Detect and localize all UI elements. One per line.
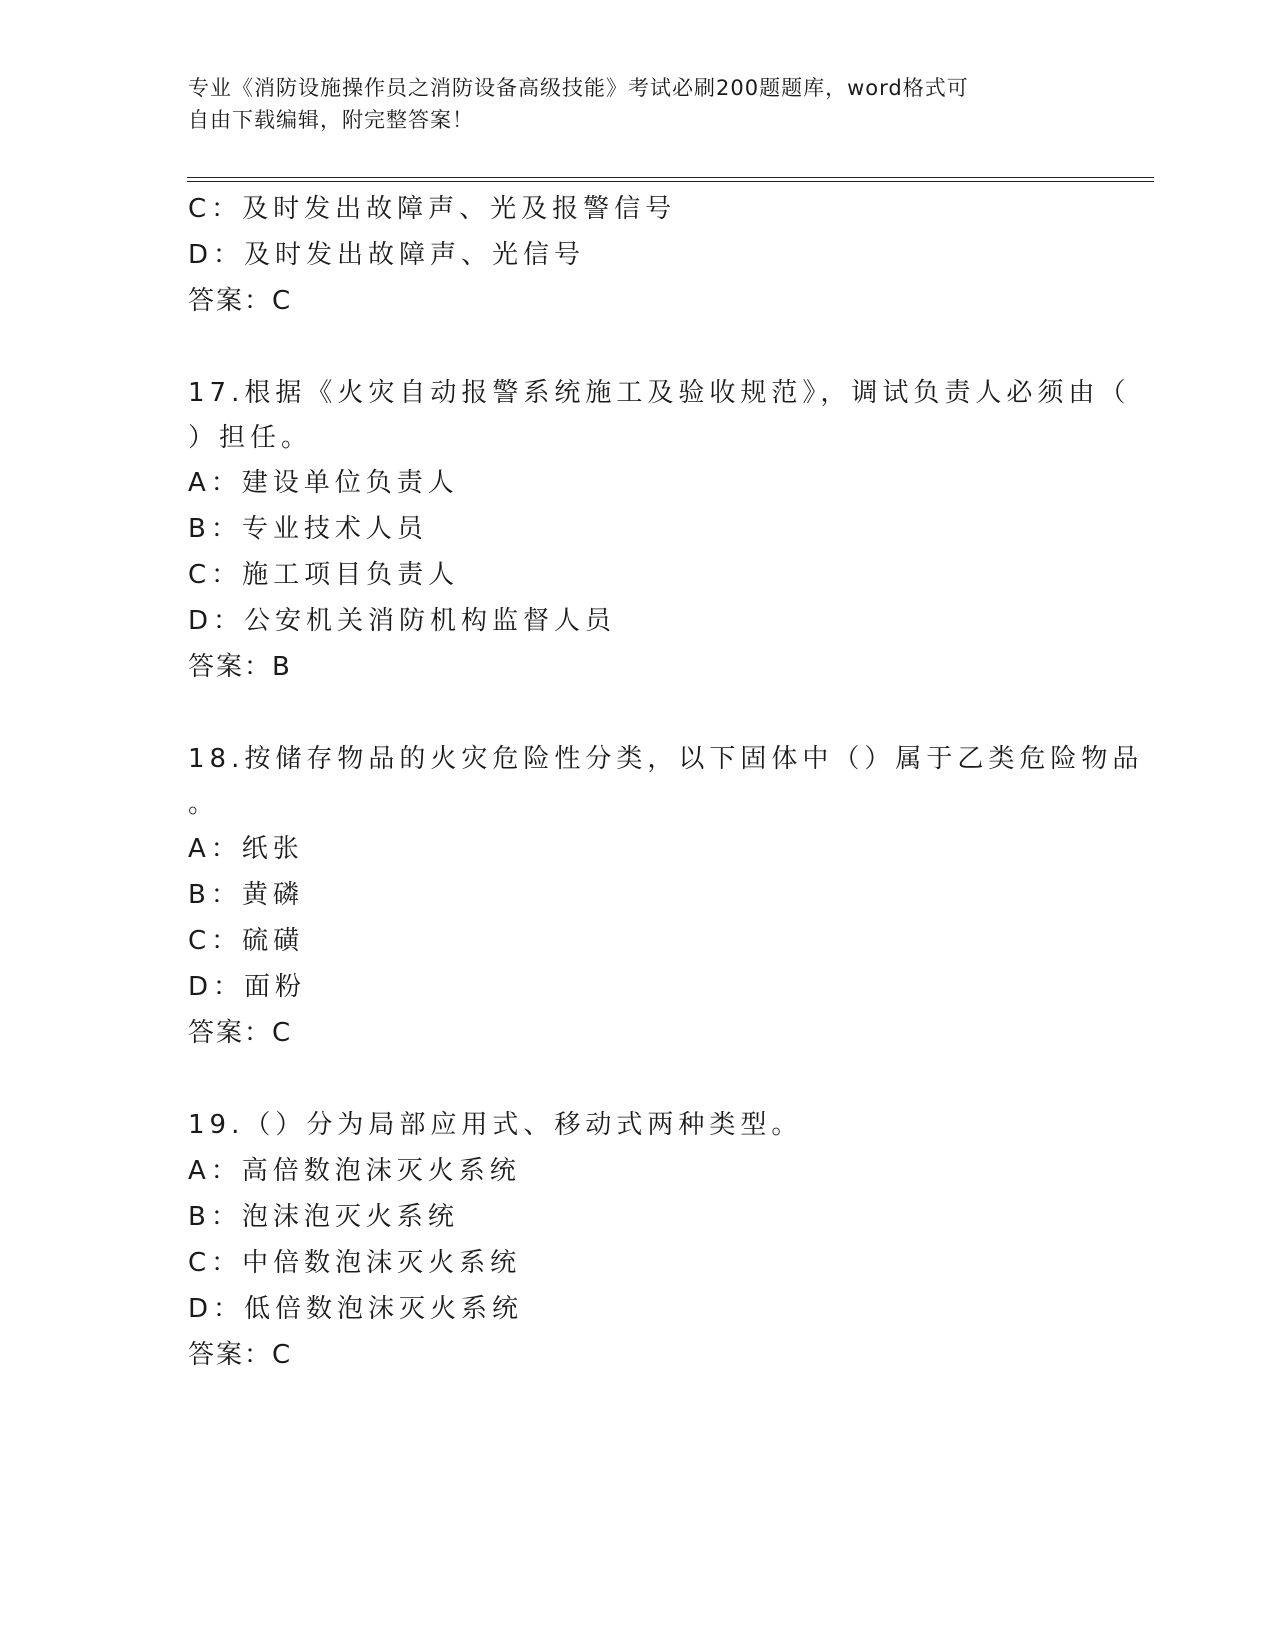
answer: 答案：C xyxy=(188,286,293,316)
option-c: C：中倍数泡沫灭火系统 xyxy=(188,1248,522,1278)
option-b: B：泡沫泡灭火系统 xyxy=(188,1202,459,1232)
option-a: A：纸张 xyxy=(188,834,304,864)
document-header xyxy=(188,72,1088,136)
option-c: C：硫磺 xyxy=(188,926,305,956)
option-c: C：施工项目负责人 xyxy=(188,560,460,590)
option-c: C：及时发出故障声、光及报警信号 xyxy=(188,194,677,224)
header-line-1: 专业《消防设施操作员之消防设备高级技能》考试必刷200题题库，word格式可 xyxy=(188,76,969,100)
question-18 xyxy=(188,736,1144,1056)
option-b: B：黄磷 xyxy=(188,880,304,910)
question-19 xyxy=(188,1102,1088,1378)
option-d: D：及时发出故障声、光信号 xyxy=(188,240,586,270)
header-line-2: 自由下载编辑，附完整答案！ xyxy=(188,108,474,132)
option-a: A：建设单位负责人 xyxy=(188,468,459,498)
answer: 答案：C xyxy=(188,1018,293,1048)
question-stem: 19.（）分为局部应用式、移动式两种类型。 xyxy=(188,1110,803,1140)
question-stem: 17.根据《火灾自动报警系统施工及验收规范》，调试负责人必须由（ xyxy=(188,378,1131,408)
question-stem-continued: 。 xyxy=(188,789,220,819)
answer: 答案：B xyxy=(188,652,292,682)
question-17 xyxy=(188,370,1131,690)
question-body xyxy=(188,186,1144,1378)
question-stem: 18.按储存物品的火灾危险性分类，以下固体中（）属于乙类危险物品 xyxy=(188,744,1144,774)
option-d: D：面粉 xyxy=(188,972,307,1002)
option-d: D：低倍数泡沫灭火系统 xyxy=(188,1294,524,1324)
option-b: B：专业技术人员 xyxy=(188,514,428,544)
answer: 答案：C xyxy=(188,1340,293,1370)
option-d: D：公安机关消防机构监督人员 xyxy=(188,606,617,636)
question-stem-continued: ）担任。 xyxy=(188,423,313,453)
header-divider xyxy=(187,177,1154,182)
option-a: A：高倍数泡沫灭火系统 xyxy=(188,1156,521,1186)
